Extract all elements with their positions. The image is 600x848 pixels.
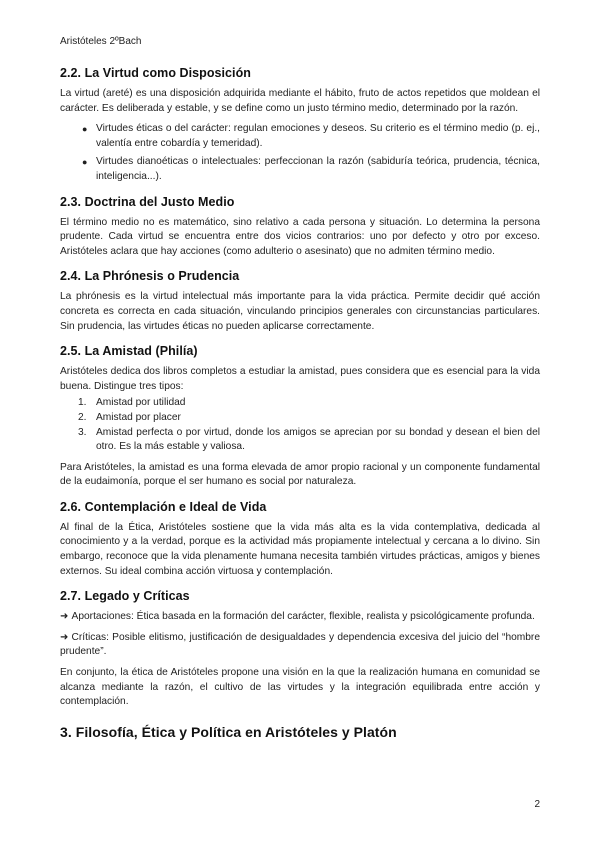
section-contemplacion [60,500,540,579]
running-head: Aristóteles 2ºBach [60,36,142,47]
page-number: 2 [534,799,540,810]
paragraph-criticas: ➜ Críticas: Posible elitismo, justificación de desigualdades y dependencia excesiva del juicio del “hombre prudente”. [60,631,540,658]
list-item: 1. Amistad por utilidad [78,397,186,409]
arrow-right-icon: ➜ [60,631,69,643]
paragraph: El término medio no es matemático, sino relativo a cada persona y situación. Lo determina la persona prudente. Cada virtud se encuentra entre dos vicios contrarios: uno por defecto y otro por exceso. Aristóteles aclara que hay acciones (como adulterio o asesinato) que no admiten término medio. [60,216,540,257]
page-content [60,66,540,747]
section-phronesis [60,269,540,334]
paragraph: Para Aristóteles, la amistad es una forma elevada de amor propio racional y un componente fundamental de la eudaimonía, porque el ser humano es social por naturaleza. [60,461,540,488]
section-justo-medio [60,195,540,260]
numbered-list [60,396,540,454]
section-title: 2.2. La Virtud como Disposición [60,66,251,80]
chapter-title: 3. Filosofía, Ética y Política en Aristóteles y Platón [60,723,397,740]
section-virtud-disposicion [60,66,540,185]
paragraph: La virtud (areté) es una disposición adquirida mediante el hábito, fruto de actos repetidos que moldean el carácter. Es deliberada y estable, y se define como un justo término medio, determinado por la razón. [60,88,540,114]
bullet-list [60,122,540,184]
section-title: 2.7. Legado y Críticas [60,589,190,604]
arrow-right-icon: ➜ [60,611,69,623]
list-item: 2. Amistad por placer [78,411,181,423]
paragraph: En conjunto, la ética de Aristóteles propone una visión en la que la realización humana en comunidad se alcanza mediante la razón, el cultivo de las virtudes y la integración equilibrada entre acción y contemplación. [60,667,540,708]
paragraph: La phrónesis es la virtud intelectual más importante para la vida práctica. Permite decidir qué acción concreta es correcta en cada situación, vinculando principios generales con circunstancias particulares. Sin prudencia, las virtudes éticas no pueden aplicarse correctamente. [60,291,540,332]
bullet-icon: ● [82,124,88,135]
bullet-icon: ● [82,157,88,168]
section-title: 2.4. La Phrónesis o Prudencia [60,269,240,284]
list-item: ● Virtudes éticas o del carácter: regulan emociones y deseos. Su criterio es el término medio (p. ej., valentía entre cobardía y temeridad). [82,123,540,149]
section-title: 2.5. La Amistad (Philía) [60,344,198,359]
paragraph: Aristóteles dedica dos libros completos a estudiar la amistad, pues considera que es esencial para la vida buena. Distingue tres tipos: [60,366,540,392]
paragraph: Al final de la Ética, Aristóteles sostiene que la vida más alta es la vida contemplativa, dedicada al conocimiento y a la verdad, porque es la actividad más propiamente intelectual y cercana a lo divino. Sin embargo, reconoce que la vida plenamente humana necesita también virtudes prácticas, amigos y bienes externos. Su ideal combina acción virtuosa y contemplación. [60,521,540,577]
paragraph-aportaciones: ➜ Aportaciones: Ética basada en la formación del carácter, flexible, realista y psicológicamente profunda. [60,611,535,623]
section-legado [60,589,540,710]
list-item: ● Virtudes dianoéticas o intelectuales: perfeccionan la razón (sabiduría teórica, prudencia, técnica, inteligencia...). [82,156,540,182]
section-title: 2.6. Contemplación e Ideal de Vida [60,499,267,514]
section-amistad [60,344,540,490]
list-item: 3. Amistad perfecta o por virtud, donde los amigos se aprecian por su bondad y desean el bien del otro. Es la más estable y valiosa. [78,426,540,453]
section-title: 2.3. Doctrina del Justo Medio [60,194,235,209]
